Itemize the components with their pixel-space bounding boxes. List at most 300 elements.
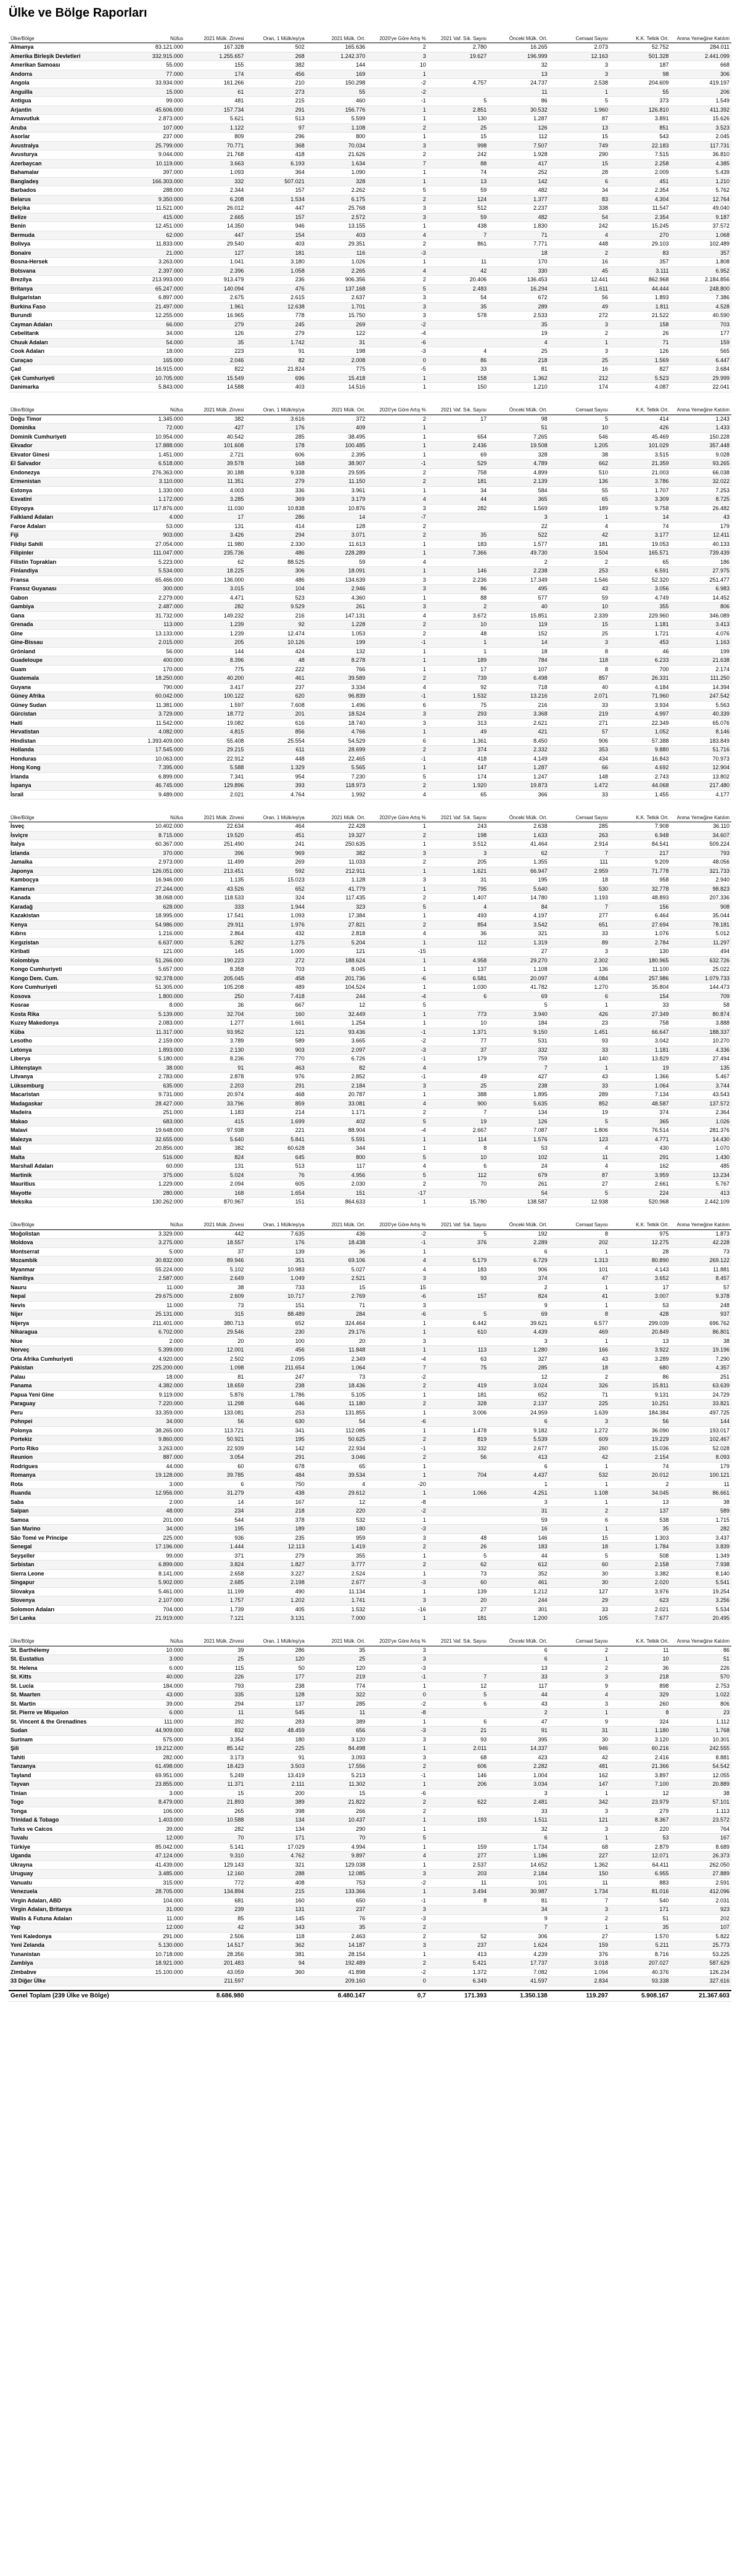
ratio-cell: 211.654 — [245, 1364, 306, 1373]
peak-cell: 3.173 — [185, 1753, 245, 1762]
average-cell: 88.904 — [306, 1126, 367, 1136]
table-row — [9, 1319, 731, 1328]
study-average-cell: 373 — [610, 97, 670, 106]
memorial-cell: 42.228 — [670, 1239, 731, 1248]
ratio-cell: 463 — [245, 1063, 306, 1073]
ratio-cell: 97 — [245, 123, 306, 133]
congregations-cell: 662 — [549, 460, 610, 469]
prev-average-cell: 6 — [488, 1646, 549, 1655]
count-cell: 174 — [428, 772, 488, 782]
ratio-cell: 513 — [245, 115, 306, 124]
memorial-cell: 2.364 — [670, 1108, 731, 1118]
country-cell: Etiyopya — [9, 504, 125, 513]
ratio-cell: 381 — [245, 1950, 306, 1959]
memorial-cell: 306 — [670, 70, 731, 79]
ratio-cell: 13.419 — [245, 1771, 306, 1780]
population-cell: 11.000 — [125, 1301, 185, 1310]
average-cell: 5.105 — [306, 1390, 367, 1400]
table-row — [9, 1028, 731, 1037]
study-average-cell: 1.784 — [610, 1543, 670, 1552]
peak-cell: 62 — [185, 558, 245, 567]
study-average-cell: 71.960 — [610, 692, 670, 701]
population-cell: 55.224.000 — [125, 1265, 185, 1274]
study-average-cell: 2.416 — [610, 1753, 670, 1762]
congregations-cell: 4 — [549, 522, 610, 531]
memorial-cell: 4.076 — [670, 629, 731, 638]
study-average-cell: 55 — [610, 88, 670, 97]
count-cell: 2.483 — [428, 284, 488, 294]
congregations-cell: 225 — [549, 1400, 610, 1409]
prev-average-cell: 365 — [488, 495, 549, 505]
table-row — [9, 213, 731, 222]
congregations-cell: 242 — [549, 222, 610, 231]
population-cell: 21.919.000 — [125, 1614, 185, 1624]
prev-average-cell: 22 — [488, 522, 549, 531]
study-average-cell: 44.444 — [610, 284, 670, 294]
average-cell: 198 — [306, 347, 367, 357]
congregations-cell: 118 — [549, 656, 610, 666]
memorial-cell: 20.889 — [670, 1780, 731, 1790]
count-cell — [428, 558, 488, 567]
country-cell: Singapur — [9, 1579, 125, 1588]
peak-cell: 38 — [185, 1283, 245, 1292]
peak-cell: 113.721 — [185, 1426, 245, 1435]
average-cell: 1.634 — [306, 159, 367, 168]
study-average-cell: 862.968 — [610, 276, 670, 285]
country-cell: Botsvana — [9, 266, 125, 276]
congregations-cell: 448 — [549, 240, 610, 249]
ratio-cell: 393 — [245, 782, 306, 791]
average-cell: 121 — [306, 947, 367, 957]
prev-average-cell: 12 — [488, 1373, 549, 1382]
study-average-cell: 229.960 — [610, 611, 670, 621]
ratio-cell — [245, 1977, 306, 1986]
country-cell: Curaçao — [9, 356, 125, 365]
population-cell: 5.902.000 — [125, 1579, 185, 1588]
country-cell: Sudan — [9, 1727, 125, 1736]
population-cell: 288.000 — [125, 186, 185, 196]
study-average-cell: 21.003 — [610, 468, 670, 477]
country-cell: Yap — [9, 1923, 125, 1933]
prev-average-cell: 33 — [488, 1807, 549, 1816]
increase-cell: -6 — [367, 1310, 427, 1319]
count-cell: 75 — [428, 1364, 488, 1373]
congregations-cell: 11 — [549, 1153, 610, 1162]
table-row — [9, 151, 731, 160]
country-cell: Kosta Rika — [9, 1010, 125, 1019]
count-cell: 147 — [428, 764, 488, 773]
prev-average-cell: 2.677 — [488, 1444, 549, 1453]
increase-cell: 1 — [367, 912, 427, 921]
count-cell: 49 — [428, 1073, 488, 1082]
ratio-cell: 288 — [245, 1870, 306, 1879]
average-cell: 266 — [306, 1807, 367, 1816]
peak-cell: 282 — [185, 1825, 245, 1834]
peak-cell: 211.597 — [185, 1977, 245, 1986]
ratio-cell: 134 — [245, 1825, 306, 1834]
country-cell: Jamaika — [9, 858, 125, 867]
population-cell: 1.800.000 — [125, 992, 185, 1001]
increase-cell: 1 — [367, 1019, 427, 1028]
increase-cell: 2 — [367, 920, 427, 930]
memorial-cell: 1.210 — [670, 177, 731, 186]
population-cell: 29.675.000 — [125, 1292, 185, 1302]
congregations-cell: 4 — [549, 1162, 610, 1171]
population-cell: 56.000 — [125, 647, 185, 656]
study-average-cell: 2.879 — [610, 1843, 670, 1852]
country-cell: Madagaskar — [9, 1099, 125, 1108]
count-cell: 5 — [428, 1229, 488, 1239]
peak-cell: 43.526 — [185, 885, 245, 894]
memorial-cell: 102.489 — [670, 240, 731, 249]
ratio-cell: 91 — [245, 1753, 306, 1762]
prev-average-cell: 192 — [488, 1229, 549, 1239]
table-row — [9, 885, 731, 894]
peak-cell: 1.277 — [185, 1019, 245, 1028]
memorial-cell: 1.549 — [670, 97, 731, 106]
memorial-cell: 419.197 — [670, 79, 731, 88]
count-cell — [428, 424, 488, 433]
study-average-cell: 14 — [610, 513, 670, 522]
column-header: Anma Yemeğine Katılım — [670, 803, 731, 822]
increase-cell: 6 — [367, 737, 427, 746]
peak-cell: 19.082 — [185, 719, 245, 728]
congregations-cell: 7 — [549, 849, 610, 858]
memorial-cell: 248.800 — [670, 284, 731, 294]
increase-cell: -2 — [367, 1373, 427, 1382]
increase-cell: 2 — [367, 1400, 427, 1409]
prev-average-cell: 142 — [488, 177, 549, 186]
ratio-cell: 121 — [245, 1028, 306, 1037]
increase-cell: -4 — [367, 329, 427, 339]
population-cell: 4.920.000 — [125, 1355, 185, 1364]
prev-average-cell: 2.282 — [488, 1762, 549, 1772]
count-cell: 137 — [428, 965, 488, 975]
study-average-cell: 1.181 — [610, 621, 670, 630]
increase-cell: 4 — [367, 930, 427, 939]
ratio-cell: 268 — [245, 52, 306, 61]
population-cell: 3.000 — [125, 1655, 185, 1664]
congregations-cell: 28 — [549, 168, 610, 178]
peak-cell: 18.423 — [185, 1762, 245, 1772]
ratio-cell: 168 — [245, 460, 306, 469]
table-row — [9, 477, 731, 487]
prev-average-cell: 41.782 — [488, 983, 549, 993]
congregations-cell: 353 — [549, 746, 610, 755]
memorial-cell: 23 — [670, 1709, 731, 1718]
study-average-cell: 27.349 — [610, 1010, 670, 1019]
population-cell: 44.909.000 — [125, 1727, 185, 1736]
study-average-cell: 180.965 — [610, 956, 670, 965]
count-cell: 54 — [428, 294, 488, 303]
increase-cell: 3 — [367, 302, 427, 312]
average-cell: 650 — [306, 1896, 367, 1905]
increase-cell: 1 — [367, 1489, 427, 1498]
country-cell: Angola — [9, 79, 125, 88]
ratio-cell: 118 — [245, 1932, 306, 1941]
table-row — [9, 710, 731, 719]
country-cell: Porto Riko — [9, 1444, 125, 1453]
table-row — [9, 1878, 731, 1888]
congregations-cell: 5 — [549, 1551, 610, 1561]
average-cell: 269 — [306, 320, 367, 329]
table-row — [9, 737, 731, 746]
population-cell: 6.897.000 — [125, 294, 185, 303]
count-cell — [428, 1480, 488, 1489]
study-average-cell: 7.677 — [610, 1614, 670, 1624]
prev-average-cell: 24.959 — [488, 1408, 549, 1418]
prev-average-cell: 41.464 — [488, 840, 549, 849]
ratio-cell: 652 — [245, 885, 306, 894]
count-cell: 146 — [428, 567, 488, 576]
table-row — [9, 1346, 731, 1355]
congregations-cell: 11 — [549, 1878, 610, 1888]
table-row — [9, 831, 731, 840]
congregations-cell: 148 — [549, 772, 610, 782]
peak-cell: 5.876 — [185, 1390, 245, 1400]
congregations-cell: 1.472 — [549, 782, 610, 791]
study-average-cell: 1.303 — [610, 1534, 670, 1543]
ratio-cell: 611 — [245, 746, 306, 755]
table-row — [9, 902, 731, 912]
memorial-cell: 1.873 — [670, 1229, 731, 1239]
increase-cell: 2 — [367, 1798, 427, 1807]
country-cell: Arnavutluk — [9, 115, 125, 124]
prev-average-cell: 6.498 — [488, 674, 549, 683]
prev-average-cell: 9 — [488, 1301, 549, 1310]
study-average-cell: 71 — [610, 338, 670, 347]
population-cell: 683.000 — [125, 1117, 185, 1126]
prev-average-cell: 1.928 — [488, 151, 549, 160]
count-cell: 60 — [428, 1579, 488, 1588]
country-cell: St. Martin — [9, 1699, 125, 1709]
congregations-cell: 2.959 — [549, 867, 610, 876]
study-average-cell: 2.354 — [610, 186, 670, 196]
count-cell: 11 — [428, 1878, 488, 1888]
peak-cell: 5.024 — [185, 1171, 245, 1180]
table-row — [9, 1507, 731, 1516]
prev-average-cell: 218 — [488, 356, 549, 365]
prev-average-cell: 327 — [488, 1355, 549, 1364]
population-cell: 65.466.000 — [125, 576, 185, 585]
average-cell: 1.108 — [306, 123, 367, 133]
increase-cell: 2 — [367, 1959, 427, 1968]
country-cell: Moğolistan — [9, 1229, 125, 1239]
country-cell: Papua Yeni Gine — [9, 1390, 125, 1400]
country-cell: Montserrat — [9, 1247, 125, 1257]
study-average-cell: 11 — [610, 1646, 670, 1655]
peak-cell: 1.961 — [185, 302, 245, 312]
ratio-cell: 176 — [245, 1239, 306, 1248]
prev-average-cell: 1.212 — [488, 1587, 549, 1596]
population-cell: 25.799.000 — [125, 141, 185, 151]
column-header: Oran, 1 Mülk/eş/ya — [245, 803, 306, 822]
study-average-cell: 3.309 — [610, 495, 670, 505]
increase-cell: 0 — [367, 1977, 427, 1986]
count-cell: 157 — [428, 1292, 488, 1302]
prev-average-cell: 2 — [488, 1709, 549, 1718]
peak-cell: 1.597 — [185, 701, 245, 710]
population-cell: 31.000 — [125, 1905, 185, 1915]
ratio-cell: 181 — [245, 249, 306, 258]
count-cell: 48 — [428, 629, 488, 638]
ratio-cell: 15.023 — [245, 876, 306, 885]
increase-cell: 3 — [367, 1534, 427, 1543]
memorial-cell: 1.349 — [670, 1551, 731, 1561]
ratio-cell: 167 — [245, 1498, 306, 1507]
table-header-row — [9, 803, 731, 822]
study-average-cell: 16.843 — [610, 754, 670, 764]
population-cell: 1.893.000 — [125, 1046, 185, 1055]
country-cell: Küba — [9, 1028, 125, 1037]
study-average-cell: 958 — [610, 876, 670, 885]
table-row — [9, 1646, 731, 1655]
congregations-cell: 93 — [549, 1037, 610, 1046]
average-cell: 2.852 — [306, 1073, 367, 1082]
ratio-cell: 456 — [245, 1346, 306, 1355]
memorial-cell: 509.224 — [670, 840, 731, 849]
prev-average-cell: 146 — [488, 1534, 549, 1543]
country-cell: Belçika — [9, 204, 125, 213]
count-cell: 3.672 — [428, 611, 488, 621]
population-cell: 15.100.000 — [125, 1968, 185, 1977]
count-cell — [428, 1418, 488, 1427]
study-average-cell: 6.591 — [610, 567, 670, 576]
count-cell: 21 — [428, 1727, 488, 1736]
country-cell: Doğu Timor — [9, 415, 125, 424]
study-average-cell: 4.692 — [610, 764, 670, 773]
prev-average-cell: 3.542 — [488, 920, 549, 930]
table-row — [9, 822, 731, 832]
table-row — [9, 1860, 731, 1870]
table-row — [9, 647, 731, 656]
increase-cell: -16 — [367, 1605, 427, 1614]
ratio-cell: 486 — [245, 549, 306, 558]
table-row — [9, 1780, 731, 1790]
ratio-cell: 245 — [245, 320, 306, 329]
ratio-cell: 2.111 — [245, 1780, 306, 1790]
memorial-cell: 2.174 — [670, 665, 731, 674]
count-cell — [428, 522, 488, 531]
study-average-cell: 540 — [610, 1896, 670, 1905]
increase-cell: 2 — [367, 621, 427, 630]
ratio-cell: 291 — [245, 1453, 306, 1463]
peak-cell: 115 — [185, 1664, 245, 1673]
prev-average-cell: 19.508 — [488, 442, 549, 451]
population-cell: 165.000 — [125, 356, 185, 365]
ratio-cell: 447 — [245, 204, 306, 213]
congregations-cell: 1 — [549, 1001, 610, 1010]
table-row — [9, 222, 731, 231]
column-header: 2021 Vaf. Sık. Sayısı — [428, 1627, 488, 1646]
peak-cell: 61 — [185, 88, 245, 97]
average-cell: 460 — [306, 97, 367, 106]
memorial-cell: 23.572 — [670, 1816, 731, 1825]
peak-cell: 126 — [185, 329, 245, 339]
country-cell: Karadağ — [9, 902, 125, 912]
memorial-cell: 3.437 — [670, 1534, 731, 1543]
prev-average-cell: 49.730 — [488, 549, 549, 558]
average-cell: 3.665 — [306, 1037, 367, 1046]
table-row — [9, 1310, 731, 1319]
memorial-cell: 20.495 — [670, 1614, 731, 1624]
study-average-cell: 4.304 — [610, 195, 670, 204]
memorial-cell: 923 — [670, 1905, 731, 1915]
population-cell: 8.479.000 — [125, 1798, 185, 1807]
congregations-cell: 33 — [549, 1605, 610, 1614]
column-header: 2021 Mülk. Zirvesi — [185, 1627, 245, 1646]
prev-average-cell: 718 — [488, 683, 549, 692]
count-cell: 277 — [428, 1852, 488, 1861]
memorial-cell: 9.028 — [670, 450, 731, 460]
study-average-cell: 15.811 — [610, 1382, 670, 1391]
memorial-cell: 217.480 — [670, 782, 731, 791]
count-cell: 124 — [428, 195, 488, 204]
average-cell: 3.961 — [306, 486, 367, 495]
increase-cell: -2 — [367, 1037, 427, 1046]
average-cell: 18.524 — [306, 710, 367, 719]
memorial-cell: 27.975 — [670, 567, 731, 576]
column-header: Ülke/Bölge — [9, 1211, 125, 1230]
memorial-cell: 57.101 — [670, 1798, 731, 1807]
population-cell: 17.196.000 — [125, 1543, 185, 1552]
ratio-cell: 969 — [245, 849, 306, 858]
peak-cell: 6.208 — [185, 195, 245, 204]
population-cell: 211.401.000 — [125, 1319, 185, 1328]
country-cell: St. Barthélemy — [9, 1646, 125, 1655]
peak-cell: 205.045 — [185, 974, 245, 983]
count-cell: 113 — [428, 1346, 488, 1355]
country-cell: Grenada — [9, 621, 125, 630]
average-cell: 212.911 — [306, 867, 367, 876]
table-row — [9, 460, 731, 469]
memorial-cell: 26.482 — [670, 504, 731, 513]
congregations-cell: 33 — [549, 701, 610, 710]
count-cell: 2.780 — [428, 43, 488, 52]
average-cell: 1.128 — [306, 876, 367, 885]
grand-total-label: Genel Toplam (239 Ülke ve Bölge) — [9, 1991, 125, 2002]
population-cell: 40.000 — [125, 1673, 185, 1682]
prev-average-cell: 461 — [488, 1579, 549, 1588]
population-cell: 99.000 — [125, 1551, 185, 1561]
prev-average-cell: 53 — [488, 1144, 549, 1154]
average-cell: 372 — [306, 415, 367, 424]
column-header: Önceki Mülk. Ort. — [488, 1211, 549, 1230]
population-cell: 34.000 — [125, 1525, 185, 1534]
peak-cell: 81 — [185, 1373, 245, 1382]
congregations-cell: 34 — [549, 186, 610, 196]
table-row — [9, 1673, 731, 1682]
count-cell: 183 — [428, 540, 488, 549]
count-cell: 5 — [428, 1691, 488, 1700]
ratio-cell: 1.049 — [245, 1274, 306, 1284]
prev-average-cell: 3 — [488, 1337, 549, 1346]
prev-average-cell: 11 — [488, 88, 549, 97]
peak-cell: 39.578 — [185, 460, 245, 469]
count-cell: 112 — [428, 938, 488, 947]
population-cell: 12.451.000 — [125, 222, 185, 231]
country-cell: Moldova — [9, 1239, 125, 1248]
table-row — [9, 1762, 731, 1772]
memorial-cell: 587.629 — [670, 1959, 731, 1968]
increase-cell: 1 — [367, 549, 427, 558]
country-cell: Trinidad & Tobago — [9, 1816, 125, 1825]
country-cell: Britanya — [9, 284, 125, 294]
prev-average-cell: 17.737 — [488, 1959, 549, 1968]
count-cell: 7 — [428, 1673, 488, 1682]
count-cell: 2 — [428, 603, 488, 612]
study-average-cell: 13 — [610, 1498, 670, 1507]
